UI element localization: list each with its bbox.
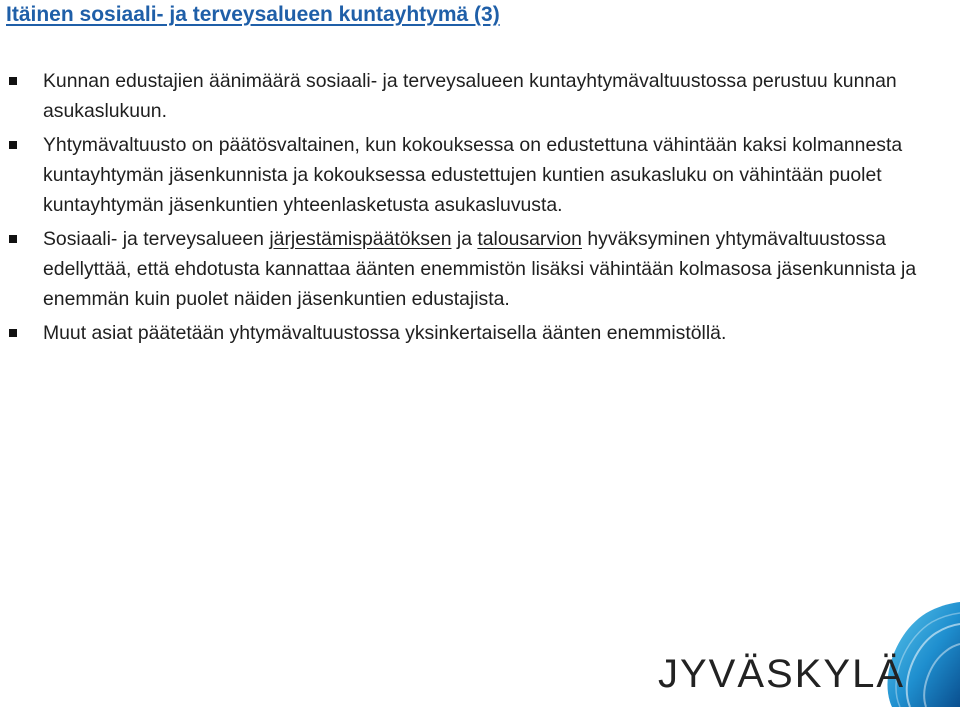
link-jarjestamispaatos[interactable]: järjestämispäätöksen bbox=[269, 228, 452, 250]
square-bullet-icon bbox=[9, 329, 17, 337]
slide-title: Itäinen sosiaali- ja terveysalueen kuntayhtymä (3) bbox=[6, 3, 500, 26]
bullet-text: Kunnan edustajien äänimäärä sosiaali- ja terveysalueen kuntayhtymävaltuustossa perustuu kunnan asukaslukuun. bbox=[43, 70, 897, 122]
square-bullet-icon bbox=[9, 77, 17, 85]
bullet-text-part: Sosiaali- ja terveysalueen bbox=[43, 228, 270, 250]
bullet-text: Yhtymävaltuusto on päätösvaltainen, kun kokouksessa on edustettuna vähintään kaksi kolmannesta kuntayhtymän jäsenkunnista ja kokouksessa edustettujen kuntien asukasluku on vähintään puolet kuntayhtymän jäsenkuntien yhteenlasketusta asukasluvusta. bbox=[43, 134, 903, 216]
bullet-list bbox=[0, 66, 960, 352]
bullet-item bbox=[0, 130, 960, 220]
bullet-text-part: hyväksyminen yhtymävaltuustossa edellyttää, että ehdotusta kannattaa äänten enemmistön lisäksi vähintään kolmasosa jäsenkunnista ja enemmän kuin puolet näiden jäsenkuntien edustajista. bbox=[43, 228, 917, 310]
bullet-text bbox=[43, 228, 916, 310]
bullet-item bbox=[0, 318, 960, 348]
bullet-item bbox=[0, 224, 960, 314]
jyvaskyla-logo-text: JYVÄSKYLÄ bbox=[658, 652, 906, 696]
bullet-item bbox=[0, 66, 960, 126]
square-bullet-icon bbox=[9, 235, 17, 243]
square-bullet-icon bbox=[9, 141, 17, 149]
bullet-text: Muut asiat päätetään yhtymävaltuustossa yksinkertaisella äänten enemmistöllä. bbox=[43, 322, 727, 344]
bullet-text-part: ja bbox=[451, 228, 478, 250]
link-talousarvio[interactable]: talousarvion bbox=[477, 228, 582, 250]
